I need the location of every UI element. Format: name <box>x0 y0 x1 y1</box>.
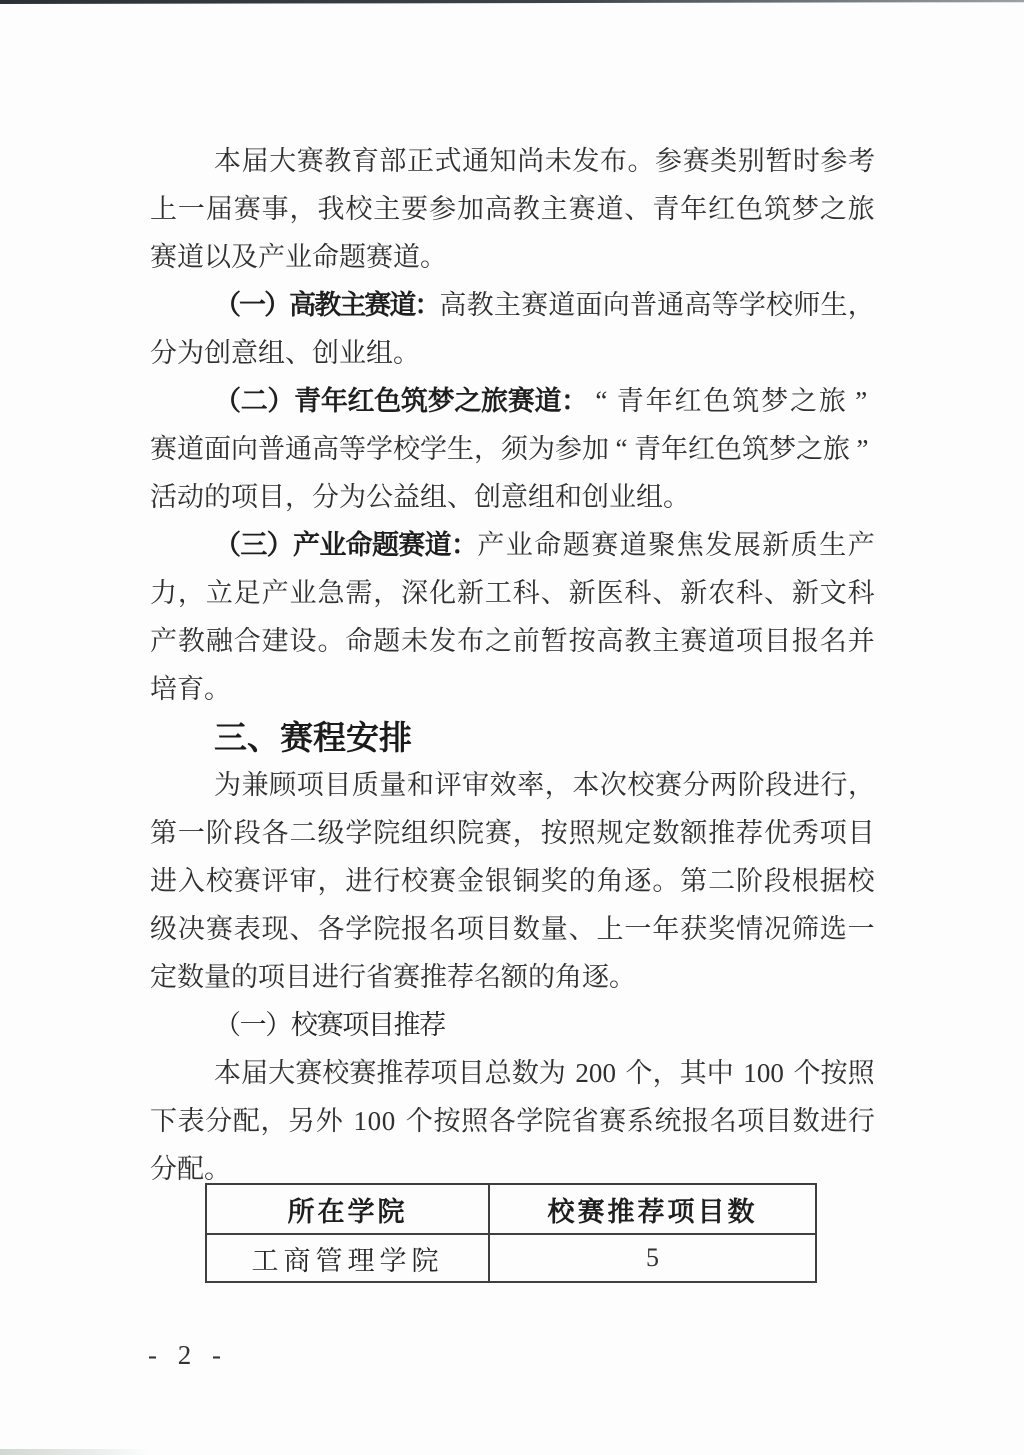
table-row <box>206 1234 816 1282</box>
para-line: 赛 道 面 向 普 通 高 等 学 校 学 生 ， 须 为 参 加 “ 青 年 红 色 筑 梦 之 旅 ” <box>150 433 869 464</box>
para-line: 为 兼 顾 项 目 质 量 和 评 审 效 率 ， 本 次 校 赛 分 两 阶 段 进 行 ， <box>214 769 875 800</box>
para-line: 进 入 校 赛 评 审 ， 进 行 校 赛 金 银 铜 奖 的 角 逐 。 第 二 阶 段 根 据 校 <box>150 865 875 896</box>
para-line: （ 三 ） 产 业 命 题 赛 道 ： 产 业 命 题 赛 道 聚 焦 发 展 新 质 生 产 <box>214 529 875 560</box>
para-line: 上 一 届 赛 事 ， 我 校 主 要 参 加 高 教 主 赛 道 、 青 年 红 色 筑 梦 之 旅 <box>150 193 875 224</box>
para-line: 定 数 量 的 项 目 进 行 省 赛 推 荐 名 额 的 角 逐 。 <box>150 961 636 992</box>
scan-top-edge-artifact <box>0 0 1024 4</box>
allocation-table <box>205 1183 817 1283</box>
para-line: 级 决 赛 表 现 、 各 学 院 报 名 项 目 数 量 、 上 一 年 获 奖 情 况 筛 选 一 <box>150 913 875 944</box>
page-number: - 2 - <box>148 1340 228 1370</box>
heading-line: 三 、 赛 程 安 排 <box>214 718 412 756</box>
para-line: 下 表 分 配 ， 另 外 1 0 0 个 按 照 各 学 院 省 赛 系 统 报 名 项 目 数 进 行 <box>150 1105 875 1136</box>
para-line: （ 二 ） 青 年 红 色 筑 梦 之 旅 赛 道 ： “ 青 年 红 色 筑 梦 之 旅 ” <box>214 385 868 416</box>
para-line: 活 动 的 项 目 ， 分 为 公 益 组 、 创 意 组 和 创 业 组 。 <box>150 481 690 512</box>
para-line: 产 教 融 合 建 设 。 命 题 未 发 布 之 前 暂 按 高 教 主 赛 道 项 目 报 名 并 <box>150 625 875 656</box>
table-cell-college: 工商管理学院 <box>206 1234 489 1282</box>
para-line: 赛 道 以 及 产 业 命 题 赛 道 。 <box>150 241 447 272</box>
table-cell-quota: 5 <box>489 1234 816 1282</box>
para-line: 培 育 。 <box>150 673 231 704</box>
para-line: 分 配 。 <box>150 1153 231 1184</box>
para-line: 分 为 创 意 组 、 创 业 组 。 <box>150 337 420 368</box>
document-text <box>150 137 875 1193</box>
para-line: 本 届 大 赛 教 育 部 正 式 通 知 尚 未 发 布 。 参 赛 类 别 暂 时 参 考 <box>214 145 875 176</box>
scan-smudge-artifact <box>0 1449 150 1455</box>
table-header-row <box>206 1184 816 1234</box>
table-header-quota: 校赛推荐项目数 <box>489 1184 816 1234</box>
subheading-line: （ 一 ） 校 赛 项 目 推 荐 <box>214 1009 447 1040</box>
para-line: 第 一 阶 段 各 二 级 学 院 组 织 院 赛 ， 按 照 规 定 数 额 推 荐 优 秀 项 目 <box>150 817 875 848</box>
para-line: 本 届 大 赛 校 赛 推 荐 项 目 总 数 为 2 0 0 个 ， 其 中 1 0 0 个 按 照 <box>214 1057 875 1088</box>
para-line: （ 一 ） 高 教 主 赛 道 ： 高 教 主 赛 道 面 向 普 通 高 等 学 校 师 生 ， <box>214 289 875 320</box>
table-header-college: 所在学院 <box>206 1184 489 1234</box>
para-line: 力 ， 立 足 产 业 急 需 ， 深 化 新 工 科 、 新 医 科 、 新 农 科 、 新 文 科 <box>150 577 875 608</box>
